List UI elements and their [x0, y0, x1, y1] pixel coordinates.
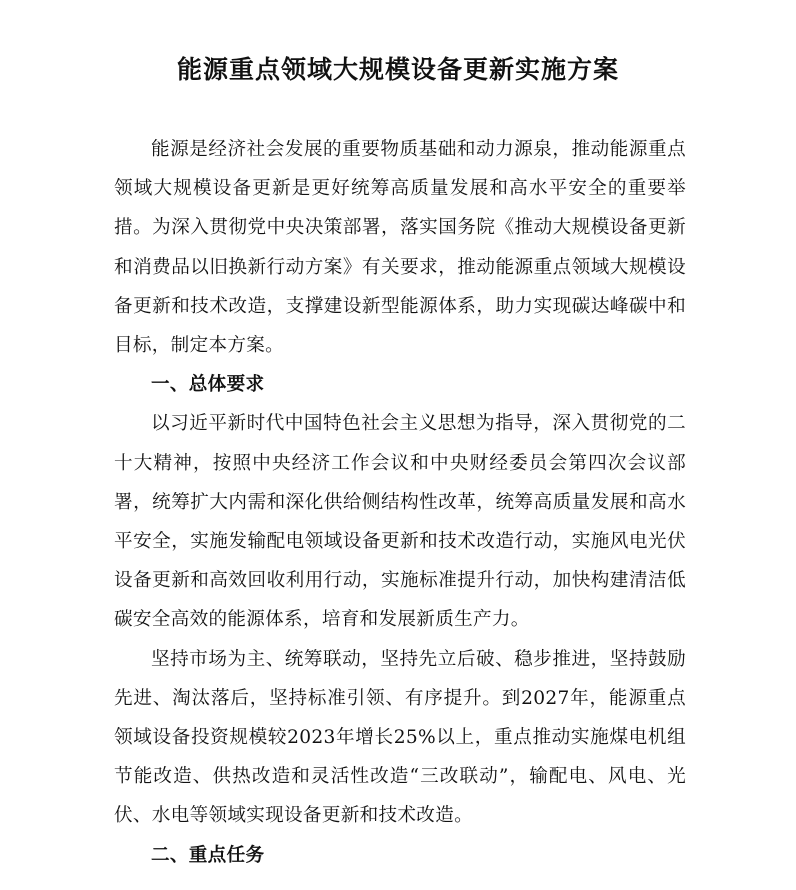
document-body — [114, 130, 686, 875]
document-title: 能源重点领域大规模设备更新实施方案 — [176, 55, 619, 84]
section-heading-key-tasks: 二、重点任务 — [151, 844, 265, 866]
general-requirements-paragraph-2: 坚持市场为主、统筹联动，坚持先立后破、稳步推进，坚持鼓励先进、淘汰落后，坚持标准引领、有序提升。到2027年，能源重点领域设备投资规模较2023年增长25%以上，重点推动实施煤电机组节能改造、供热改造和灵活性改造“三改联动”，输配电、风电、光伏、水电等领域实现设备更新和技术改造。 — [114, 648, 686, 827]
intro-paragraph: 能源是经济社会发展的重要物质基础和动力源泉，推动能源重点领域大规模设备更新是更好统筹高质量发展和高水平安全的重要举措。为深入贯彻党中央决策部署，落实国务院《推动大规模设备更新和消费品以旧换新行动方案》有关要求，推动能源重点领域大规模设备更新和技术改造，支撑建设新型能源体系，助力实现碳达峰碳中和目标，制定本方案。 — [114, 139, 686, 357]
general-requirements-paragraph-1: 以习近平新时代中国特色社会主义思想为指导，深入贯彻党的二十大精神，按照中央经济工作会议和中央财经委员会第四次会议部署，统筹扩大内需和深化供给侧结构性改革，统筹高质量发展和高水平安全，实施发输配电领域设备更新和技术改造行动，实施风电光伏设备更新和高效回收利用行动，实施标准提升行动，加快构建清洁低碳安全高效的能源体系，培育和发展新质生产力。 — [114, 413, 686, 631]
section-heading-general-requirements: 一、总体要求 — [151, 374, 265, 396]
